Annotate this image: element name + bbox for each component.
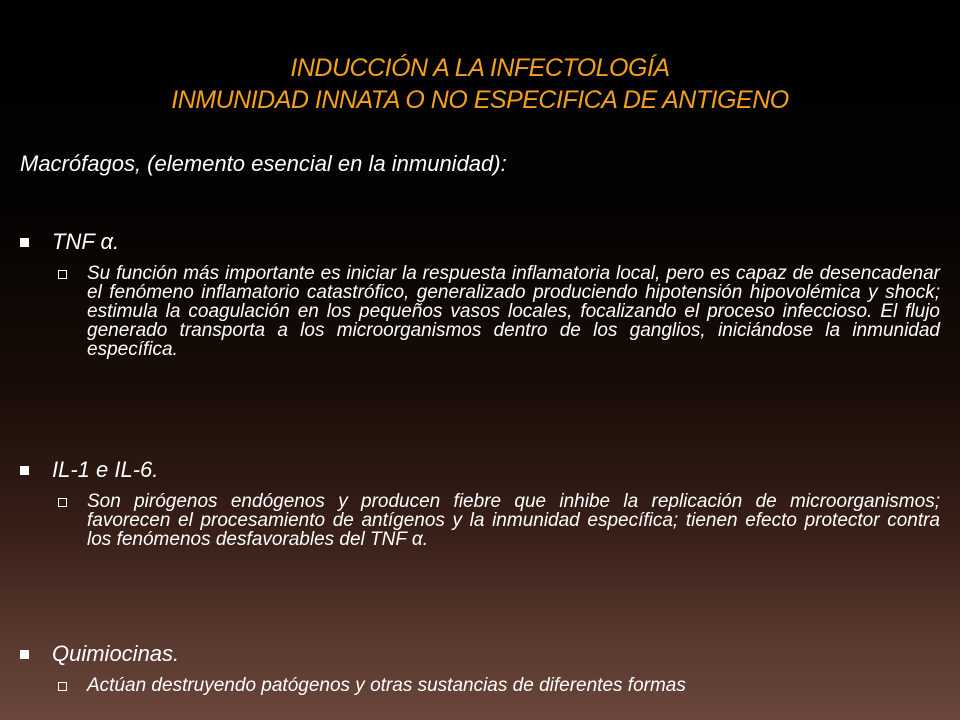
square-bullet-icon [20,650,29,659]
sub-bullet [58,264,940,359]
title-line-2: INMUNIDAD INNATA O NO ESPECIFICA DE ANTIGENO [171,86,789,114]
hollow-square-bullet-icon [58,682,67,691]
section-tnf [20,228,940,359]
sub-bullet [58,492,940,549]
square-bullet-icon [20,238,29,247]
heading-text: TNF α. [52,229,120,254]
heading-text: Quimiocinas. [52,641,180,666]
sub-bullet [58,676,940,695]
heading-text: IL-1 e IL-6. [52,457,159,482]
detail-text: Son pirógenos endógenos y producen fiebre que inhibe la replicación de microorganismos; favorecen el procesamiento de antígenos y la inmunidad específica; tienen efecto protector contra los fenómenos desfavorables del TNF α. [87,491,940,550]
bullet-heading [20,228,940,256]
detail-text: Su función más importante es iniciar la respuesta inflamatoria local, pero es capaz de desencadenar el fenómeno inflamatorio catastrófico, generalizado produciendo hipotensión hipovolémica y shock; estimula la coagulación en los pequeños vasos locales, focalizando el proceso infeccioso. El flujo generado transporta a los microorganismos dentro de los ganglios, iniciándose la inmunidad específica. [87,263,940,360]
detail-text: Actúan destruyendo patógenos y otras sustancias de diferentes formas [87,675,686,696]
intro-text: Macrófagos, (elemento esencial en la inmunidad): [20,151,507,176]
hollow-square-bullet-icon [58,498,67,507]
square-bullet-icon [20,466,29,475]
section-il [20,456,940,549]
title-line-1: INDUCCIÓN A LA INFECTOLOGÍA [290,54,670,82]
section-quimiocinas [20,640,940,695]
slide-title [40,52,920,116]
bullet-heading [20,456,940,484]
hollow-square-bullet-icon [58,270,67,279]
bullet-heading [20,640,940,668]
